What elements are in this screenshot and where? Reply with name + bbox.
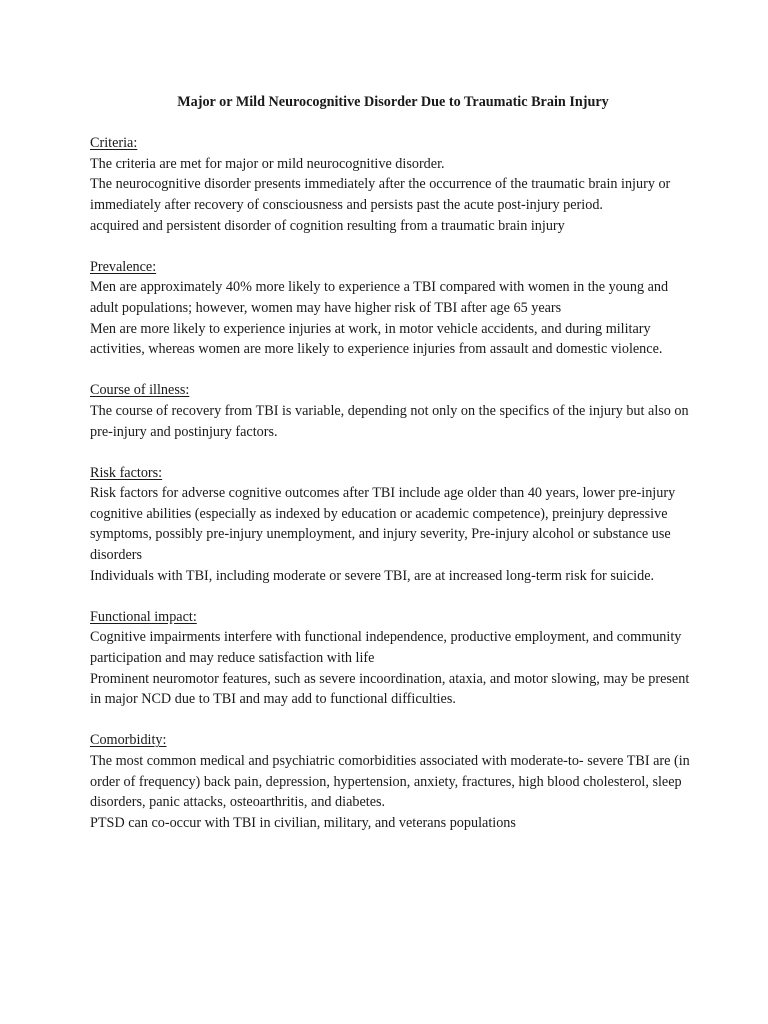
paragraph: The course of recovery from TBI is variable, depending not only on the specifics of the injury but also on pre-injury and postinjury factors. xyxy=(90,402,689,440)
document-page xyxy=(90,92,690,854)
document-title: Major or Mild Neurocognitive Disorder Due to Traumatic Brain Injury xyxy=(177,94,609,110)
paragraph: Individuals with TBI, including moderate or severe TBI, are at increased long-term risk for suicide. xyxy=(90,567,655,584)
paragraph: Men are approximately 40% more likely to experience a TBI compared with women in the young and adult populations; however, women may have higher risk of TBI after age 65 years xyxy=(90,279,669,316)
paragraph: The criteria are met for major or mild neurocognitive disorder. xyxy=(90,155,445,172)
section-heading: Criteria: xyxy=(90,135,138,152)
paragraph: The most common medical and psychiatric comorbidities associated with moderate-to- severe TBI are (in order of frequency) back pain, depression, hypertension, anxiety, fractures, high blood cholesterol, sleep disorders, panic attacks, osteoarthritis, and diabetes. xyxy=(90,753,690,811)
section-heading: Course of illness: xyxy=(90,382,190,399)
section-heading: Prevalence: xyxy=(90,258,157,275)
paragraph: The neurocognitive disorder presents immediately after the occurrence of the traumatic brain injury or immediately after recovery of consciousness and persists past the acute post-injury period. xyxy=(90,176,671,213)
section-prevalence xyxy=(90,257,690,360)
paragraph: PTSD can co-occur with TBI in civilian, military, and veterans populations xyxy=(90,814,516,831)
paragraph: Men are more likely to experience injuries at work, in motor vehicle accidents, and during military activities, whereas women are more likely to experience injuries from assault and domestic violence. xyxy=(90,320,663,358)
section-heading: Comorbidity: xyxy=(90,732,167,749)
paragraph: acquired and persistent disorder of cognition resulting from a traumatic brain injury xyxy=(90,217,565,234)
paragraph: Prominent neuromotor features, such as severe incoordination, ataxia, and motor slowing, may be present in major NCD due to TBI and may add to functional difficulties. xyxy=(90,670,690,708)
paragraph: Cognitive impairments interfere with functional independence, productive employment, and community participation and may reduce satisfaction with life xyxy=(90,629,682,667)
section-comorbidity xyxy=(90,730,690,833)
paragraph: Risk factors for adverse cognitive outcomes after TBI include age older than 40 years, lower pre-injury cognitive abilities (especially as indexed by education or academic competence), preinjury depressive symptoms, possibly pre-injury unemployment, and injury severity, Pre-injury alcohol or substance use disorders xyxy=(90,485,676,564)
section-functional-impact xyxy=(90,607,690,710)
section-heading: Risk factors: xyxy=(90,464,163,481)
section-heading: Functional impact: xyxy=(90,608,197,625)
section-risk-factors xyxy=(90,463,690,587)
section-criteria xyxy=(90,133,690,236)
section-course-of-illness xyxy=(90,380,690,442)
